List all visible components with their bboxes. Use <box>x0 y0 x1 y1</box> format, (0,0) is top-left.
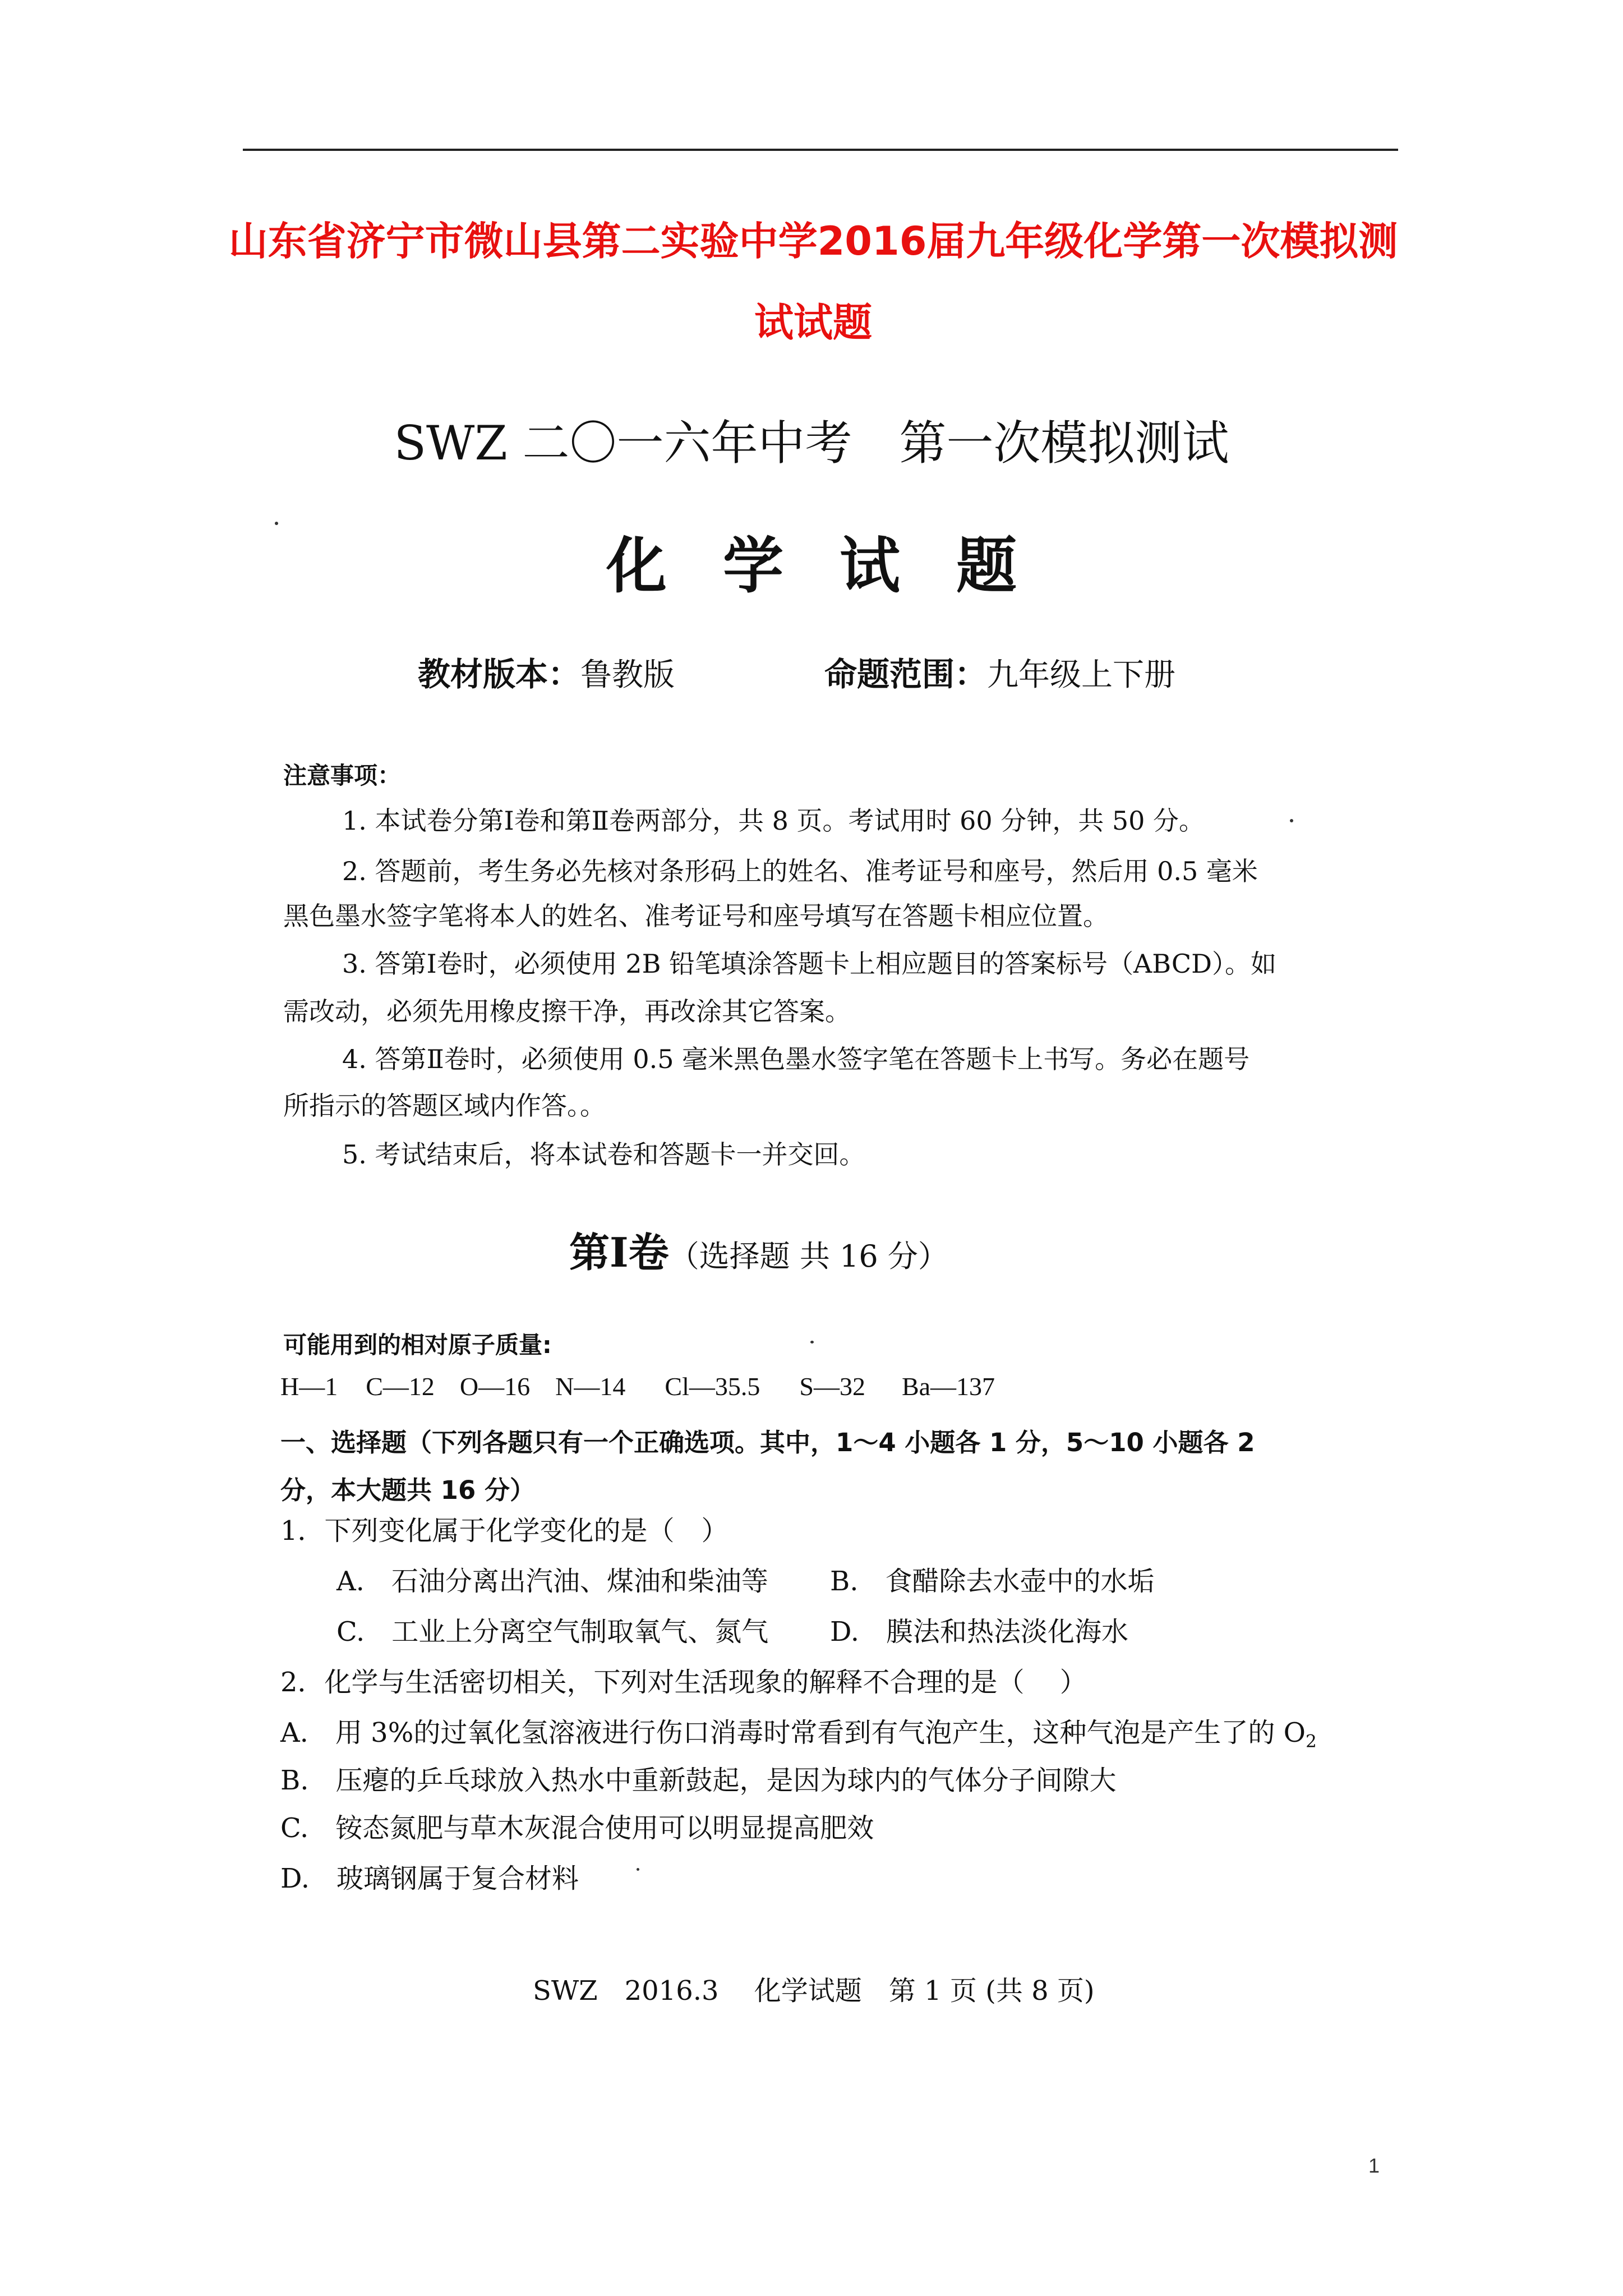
scan-speck <box>275 522 278 525</box>
notice-item-2-line2: 黑色墨水签字笔将本人的姓名、准考证号和座号填写在答题卡相应位置。 <box>283 901 1109 931</box>
section-title <box>569 1220 948 1278</box>
question-2-option-b: B. 压瘪的乒乓球放入热水中重新鼓起，是因为球内的气体分子间隙大 <box>280 1765 1117 1796</box>
subject-char: 学 <box>722 531 783 601</box>
scope-label: 命题范围： <box>824 655 988 693</box>
atomic-mass: S—32 <box>799 1372 865 1401</box>
notice-item-5: 5. 考试结束后，将本试卷和答题卡一并交回。 <box>342 1139 865 1170</box>
atomic-mass-label: 可能用到的相对原子质量: <box>283 1331 552 1359</box>
subject-char: 试 <box>840 531 901 601</box>
question-2-option-c: C. 铵态氮肥与草木灰混合使用可以明显提高肥效 <box>280 1812 874 1844</box>
edition-value: 鲁教版 <box>580 657 675 693</box>
atomic-mass: C—12 <box>366 1372 435 1401</box>
notice-item-3-line2: 需改动，必须先用橡皮擦干净，再改涂其它答案。 <box>283 996 851 1027</box>
part-heading-line1: 一、选择题（下列各题只有一个正确选项。其中，1～4 小题各 1 分，5～10 小题各 2 <box>280 1428 1255 1457</box>
question-1-option-a: A. 石油分离出汽油、煤油和柴油等 <box>336 1566 768 1597</box>
scan-speck <box>637 1868 639 1871</box>
question-2-stem: 2．化学与生活密切相关，下列对生活现象的解释不合理的是（ ） <box>280 1667 1087 1698</box>
question-1-option-d: D. 膜法和热法淡化海水 <box>830 1616 1129 1648</box>
exam-title: SWZ 二〇一六年中考 第一次模拟测试 <box>394 416 1229 471</box>
atomic-mass: Cl—35.5 <box>665 1372 760 1401</box>
notice-item-3-line1: 3. 答第Ⅰ卷时，必须使用 2B 铅笔填涂答题卡上相应题目的答案标号（ABCD）。如 <box>342 949 1276 979</box>
notice-item-4-line1: 4. 答第Ⅱ卷时，必须使用 0.5 毫米黑色墨水签字笔在答题卡上书写。务必在题号 <box>342 1044 1250 1074</box>
atomic-mass: Ba—137 <box>901 1372 995 1401</box>
subscript: 2 <box>1305 1731 1317 1752</box>
atomic-mass: N—14 <box>555 1372 626 1401</box>
edition-label: 教材版本： <box>418 655 581 693</box>
atomic-mass: O—16 <box>459 1372 531 1401</box>
scan-speck <box>1290 819 1293 822</box>
question-2-option-d: D. 玻璃钢属于复合材料 <box>280 1863 579 1894</box>
top-rule <box>243 149 1398 151</box>
section-title-main: 第Ⅰ卷 <box>569 1228 669 1276</box>
notice-item-2-line1: 2. 答题前，考生务必先核对条形码上的姓名、准考证号和座号，然后用 0.5 毫米 <box>342 856 1258 886</box>
scan-speck <box>810 1341 814 1343</box>
notice-item-1: 1. 本试卷分第Ⅰ卷和第Ⅱ卷两部分，共 8 页。考试用时 60 分钟，共 50 分。 <box>342 806 1205 836</box>
question-1-option-c: C. 工业上分离空气制取氧气、氮气 <box>336 1616 769 1648</box>
subject-char: 化 <box>606 531 667 601</box>
page-number: 1 <box>1368 2154 1380 2177</box>
document-title-line1: 山东省济宁市微山县第二实验中学2016届九年级化学第一次模拟测 <box>228 218 1398 264</box>
page-footer: SWZ 2016.3 化学试题 第 1 页 (共 8 页) <box>533 1975 1095 2007</box>
question-2-option-a: A. 用 3%的过氧化氢溶液进行伤口消毒时常看到有气泡产生，这种气泡是产生了的 $O_2$ <box>280 1717 1317 1752</box>
section-title-sub: （选择题 共 16 分） <box>668 1239 948 1274</box>
atomic-mass: H—1 <box>280 1372 338 1401</box>
question-1-option-b: B. 食醋除去水壶中的水垢 <box>830 1566 1155 1597</box>
edition-info <box>418 648 675 695</box>
question-1-stem: 1．下列变化属于化学变化的是（ ） <box>280 1515 728 1547</box>
part-heading-line2: 分，本大题共 16 分） <box>280 1475 535 1505</box>
subject-char: 题 <box>956 531 1017 601</box>
scope-info <box>824 648 1175 695</box>
notice-heading: 注意事项： <box>283 762 402 789</box>
notice-item-4-line2: 所指示的答题区域内作答。。 <box>283 1091 606 1121</box>
document-title-line2: 试试题 <box>754 300 872 346</box>
atomic-mass-list <box>280 1372 995 1401</box>
subject-title <box>0 531 1623 601</box>
scope-value: 九年级上下册 <box>987 657 1176 693</box>
